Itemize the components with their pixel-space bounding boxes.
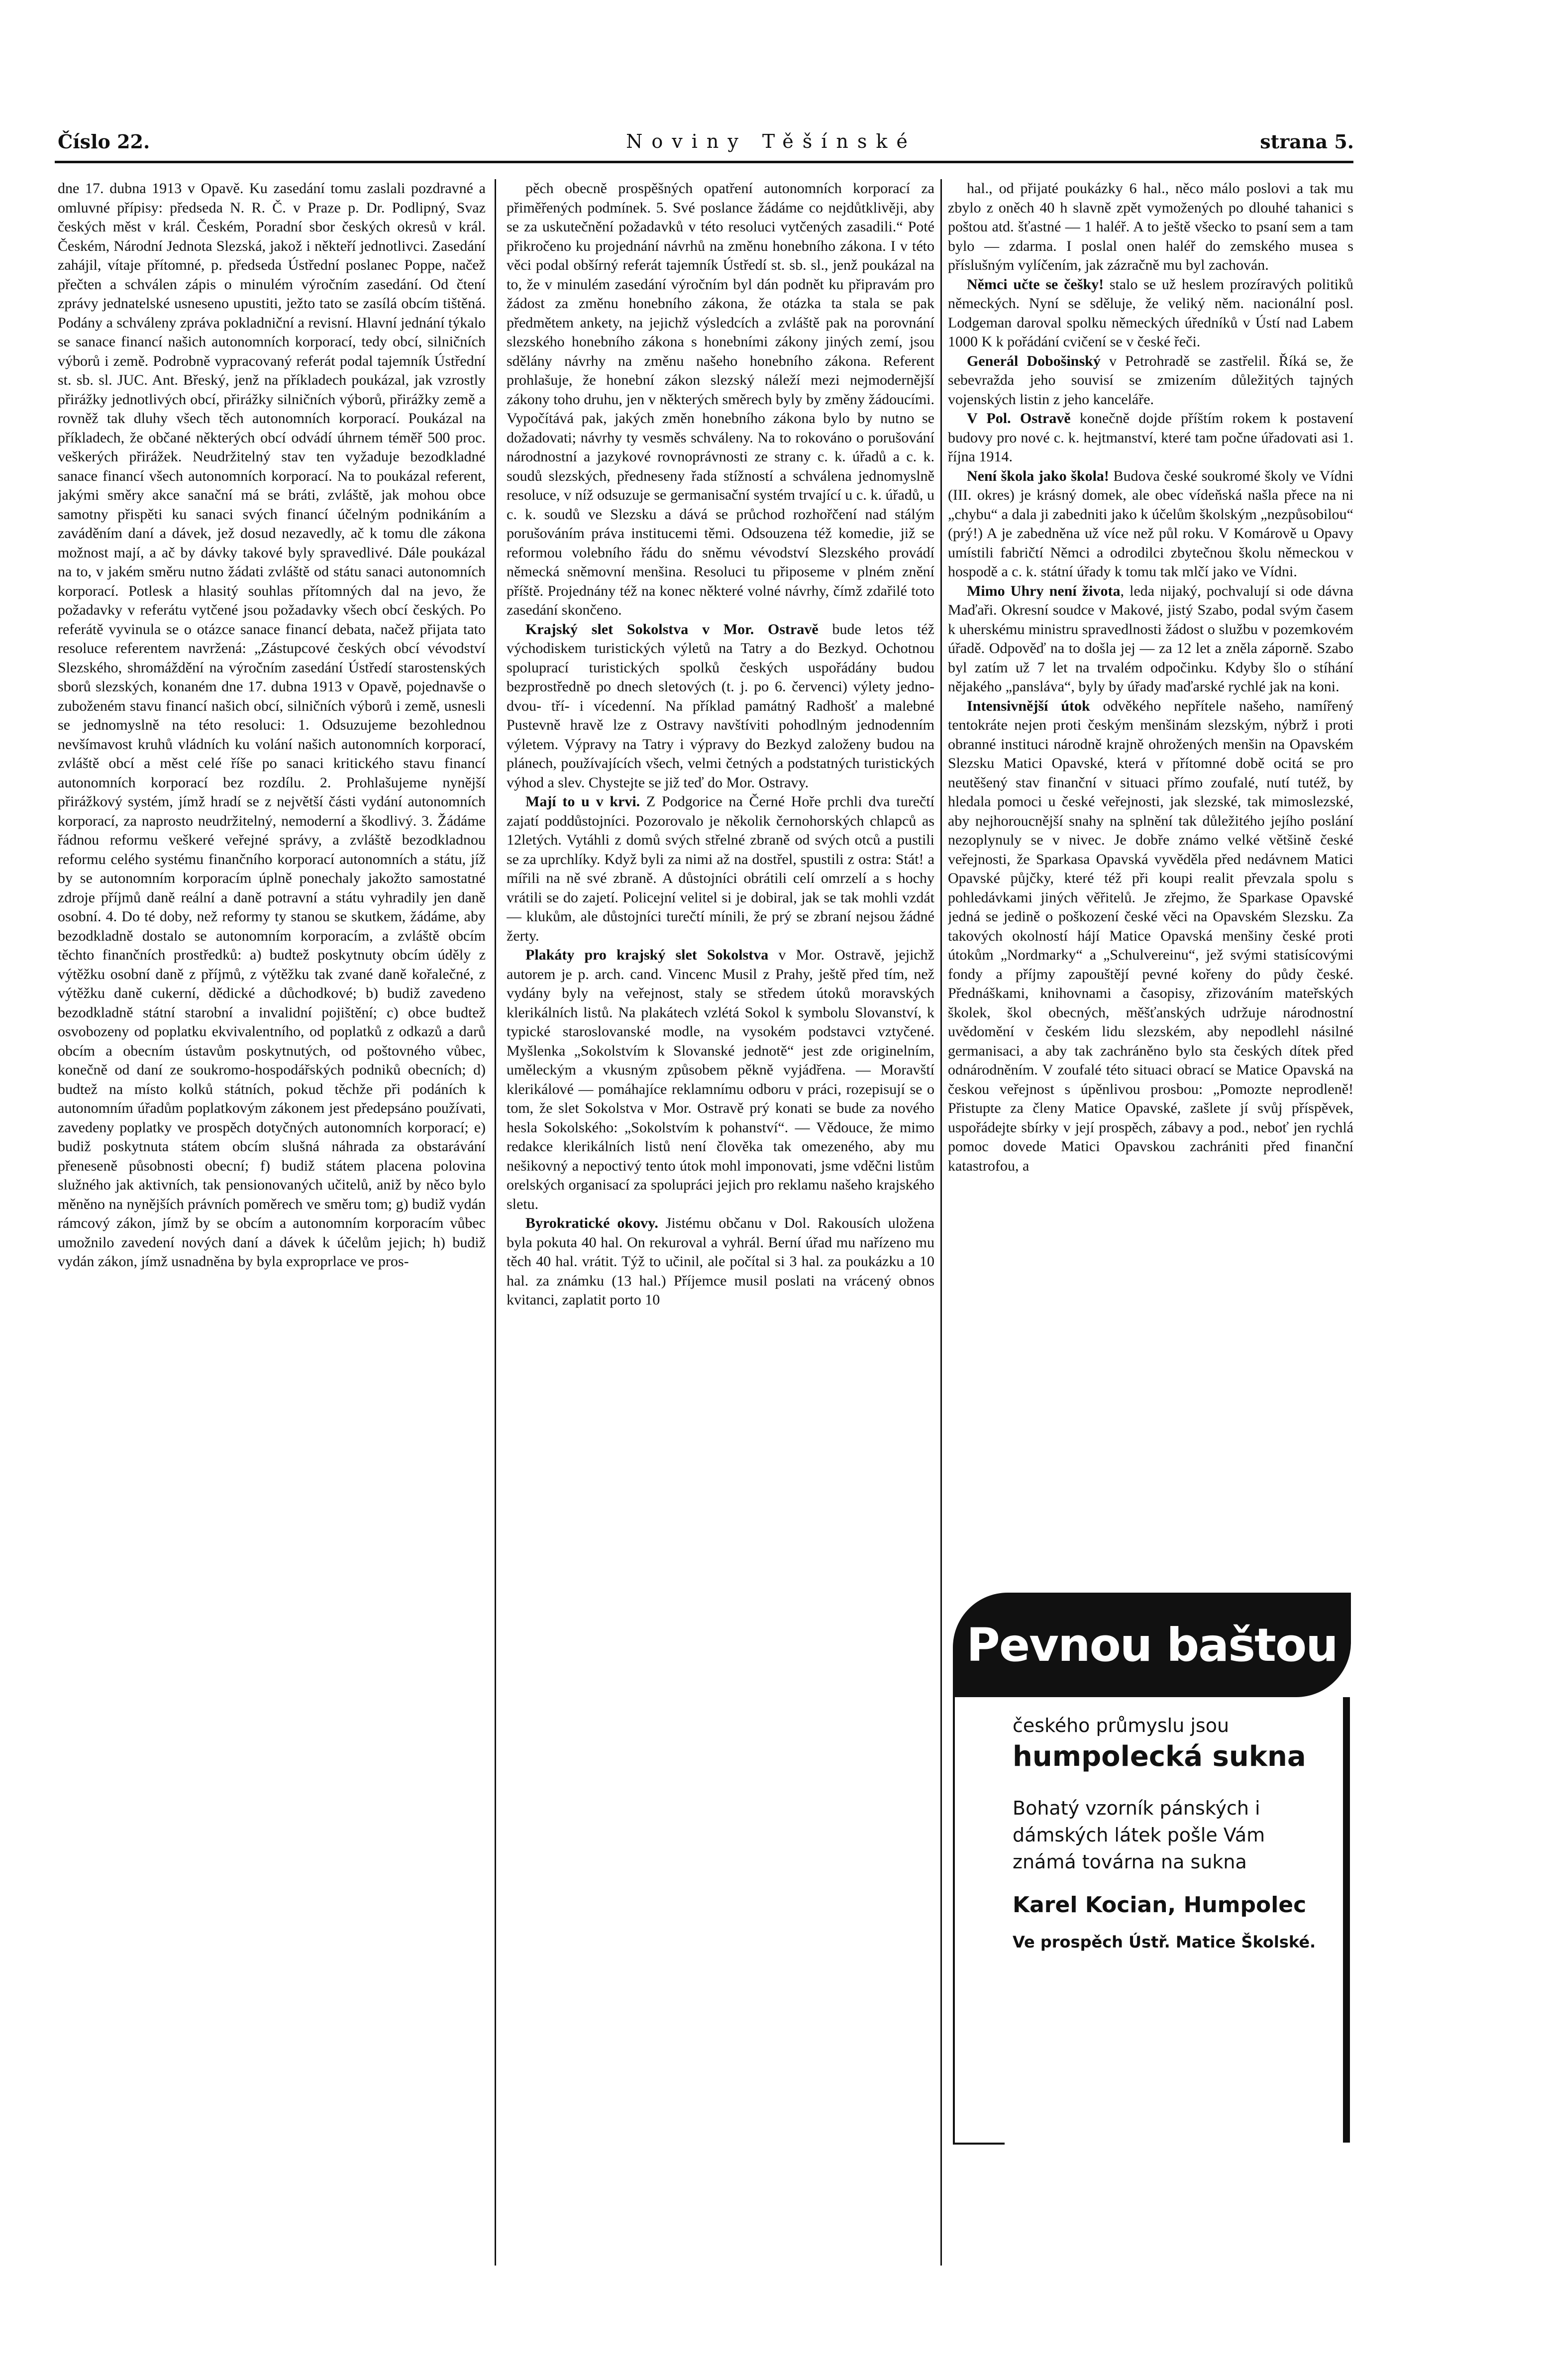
ad-line-4: dámských látek pošle Vám (1013, 1824, 1265, 1846)
article-paragraph: V Pol. Ostravě konečně dojde příštím rokem k postavení budovy pro nové c. k. hejtmanství, které tam počne úřadovati asi 1. října 1914. (948, 410, 1353, 465)
article-paragraph: Němci učte se češky! stalo se už heslem prozíravých politiků německých. Nyní se sděluje, že veliký něm. nacionální posl. Lodgeman daroval spolku německých úředníků v Ústí nad Labem 1000 K k pořádání cvičení se v české řeči. (948, 276, 1353, 350)
issue-number: Číslo 22. (58, 130, 150, 153)
column-1 (58, 179, 486, 2266)
ad-line-2: humpolecká sukna (1013, 1740, 1306, 1773)
article-paragraph: Mají to u v krvi. Z Podgorice na Černé Hoře prchli dva turečtí zajatí poddůstojníci. Pozorovalo je několik černohorských chlapců as 12letých. Vytáhli z domů svých střelné zbraně od svých otců a pustili se za uprchlíky. Když byli za nimi až na dostřel, spustili z ostra: Stát! a mířili na ně své zbraně. A důstojníci obrátili celí omrzelí a s hochy vrátili se do zajetí. Policejní velitel si je dobiral, jak se tak mohli vzdát — klukům, ale důstojníci turečtí mínili, že prý se zbraní nejsou žádné žerty. (507, 793, 934, 944)
article-paragraph: pěch obecně prospěšných opatření autonomních korporací za přiměřených podmínek. 5. Své poslance žádáme co nejdůtklivěji, aby se za uskutečnění požadavků v této resoluci vytčených zasadili.“ Poté přikročeno ku projednání návrhů na změnu honebního zákona. I v této věci podal obšírný referát tajemník Ústředí st. sb. sl., jenž poukázal na to, že v minulém zasedání výročním byl dán podnět ku připravám pro žádost za změnu honebního zákona, že otázka ta stala se pak předmětem ankety, na jejichž výsledcích a zvláště pak na porovnání slezského honebního zákona s honebními zákony jiných zemí, jsou sdělány návrhy na změnu našeho honebního zákona. Referent prohlašuje, že honební zákon slezský náleží mezi nejmodernější zákony toho druhu, jen v některých směrech byly by změny žádoucími. Vypočítává pak, jakých změn honebního zákona bylo by nutno se dožadovati; návrhy ty vesměs schváleny. Na to rokováno o porušování národnostní a jazykové rovnoprávnosti ze strany c. k. úřadů a c. k. soudů slezských, předneseny řada stížností a schválena jednomyslně resoluce, v níž odsuzuje se germanisační systém trvající u c. k. úřadů, u c. k. soudů ve Slezsku a dává se průchod rozhořčení nad stálým porušováním práva institucemi těmi. Odsouzena též komedie, již se reformou volebního řádu do sněmu vévodství Slezského provádí německá sněmovní menšina. Resoluci tu připoseme v plném znění příště. Projednány též na konec některé volné návrhy, čímž zdařilé toto zasedání skončeno. (507, 180, 934, 618)
ad-line-7: Ve prospěch Ústř. Matice Školské. (1013, 1933, 1316, 1951)
column-3 (948, 179, 1353, 1633)
advertisement-box (953, 1593, 1351, 2143)
ad-line-6: Karel Kocian, Humpolec (1013, 1892, 1307, 1918)
column-2 (507, 179, 934, 2266)
article-paragraph: Plakáty pro krajský slet Sokolstva v Mor. Ostravě, jejichž autorem je p. arch. cand. Vincenc Musil z Prahy, ještě před tím, než vydány byly na veřejnost, staly se středem útoků moravských klerikálních listů. Na plakátech vzlétá Sokol k symbolu Slovanství, k typické staroslovanské modle, na vysokém podstavci vztyčené. Myšlenka „Sokolstvím k Slovanské jednotě“ jest zde originelním, uměleckým a vkusným způsobem pěkně vyjádřena. — Moravští klerikálové — pomáhajíce reklamnímu odboru v práci, rozepisují se o tom, že slet Sokolstva v Mor. Ostravě prý konati se bude za nového hesla Sokolského: „Sokolstvím k pohanství“. — Vědouce, že mimo redakce klerikálních listů není člověka tak omezeného, aby mu nešikovný a nepoctivý tento útok mohl imponovati, jsme vděčni listům orelských organisací za spolupráci jejich pro reklamu našeho krajského sletu. (507, 947, 934, 1212)
article-paragraph: Není škola jako škola! Budova české soukromé školy ve Vídni (III. okres) je krásný domek, ale obec vídeňská našla přece na ni „chybu“ a dala ji zabedniti jako k účelům školským „nezpůsobilou“ (prý!) A je zabedněna už více než půl roku. V Komárově u Opavy umístili fabričtí Němci a odrodilci zbytečnou školu německou v hospodě a c. k. státní úřady k tomu tak mlčí jako ve Vídni. (948, 467, 1353, 580)
article-paragraph: hal., od přijaté poukázky 6 hal., něco málo poslovi a tak mu zbylo z oněch 40 h slavně zpět vymožených po dlouhé tahanici s poštou atd. šťastné — 1 haléř. A to ještě všecko to psaní sem a tam bylo — zdarma. I poslal onen haléř do zemského musea s příslušným vylíčením, jak zázračně mu byl zachován. (948, 180, 1353, 273)
column-divider-2 (940, 179, 942, 2266)
ad-line-1: českého průmyslu jsou (1013, 1715, 1230, 1736)
article-paragraph: dne 17. dubna 1913 v Opavě. Ku zasedání tomu zaslali pozdravné a omluvné přípisy: předseda N. R. Č. v Praze p. Dr. Podlipný, Svaz českých měst v král. Českém, Poradní sbor českých okresů v král. Českém, Národní Jednota Slezská, jakož i někteří jednotlivci. Zasedání zahájil, vítaje přítomné, p. předseda Ústřední poslanec Poppe, načež přečten a schválen zápis o minulém výročním zasedání. Od čtení zprávy jednatelské usneseno upustiti, ježto tato se zasílá obcím tištěná. Podány a schváleny zpráva pokladniční a revisní. Hlavní jednání týkalo se sanace financí našich autonomních korporací, tedy obcí, silničních výborů i země. Podrobně vypracovaný referát podal tajemník Ústřední st. sb. sl. JUC. Ant. Břeský, jenž na příkladech poukázal, jak vzrostly přirážky jednotlivých obcí, přirážky silničních výborů, přirážky země a rovněž tak dluhy všech těch autonomních korporací. Poukázal na příkladech, že občané některých obcí odvádí úhrnem téměř 500 proc. veškerých přirážek. Neudržitelný stav ten vyžaduje bezodkladné sanace financí všech autonomních korporací. Na to poukázal referent, jakými směry akce sanační má se bráti, zvláště, jak mohou obce samotny přispěti ku sanaci svých financí účelným podnikáním a zaváděním daní a dávek, jež dosud nezavedly, ač k tomu dle zákona možnost mají, a ač by dávky takové byly spravedlivé. Dále poukázal na to, v jakém směru nutno žádati zvláště od státu sanaci autonomních korporací. Potlesk a hlasitý souhlas přítomných dal na jevo, že požadavky v referátu vytčené jsou požadavky všech obcí českých. Po referátě vyvinula se o otázce sanace financí debata, načež přijata tato resoluce referentem navržená: „Zástupcové českých obcí vévodství Slezského, shromáždění na výročním zasedání Ústředí starostenských sborů slezských, konaném dne 17. dubna 1913 v Opavě, pojednavše o zuboženém stavu financí našich obcí, silničních výborů i země, usnesli se jednomyslně na této resoluci: 1. Odsuzujeme bezohlednou nevšímavost kruhů vládních ku volání našich autonomních korporací, zvláště obcí a měst celé říše po sanaci kritického stavu financí autonomních korporací bez rozdílu. 2. Prohlašujeme nynější přirážkový systém, jímž hradí se z největší části vydání autonomních korporací, za naprosto neudržitelný, nemoderní a škodlivý. 3. Žádáme řádnou reformu veškeré veřejné správy, a zvláště bezodkladnou reformu celého systému finančního korporací autonomních a státu, jíž by se autonomním korporacím úplně ponechaly jakožto samostatné zdroje příjmů daně reální a daně potravní a státu vyhradily jen daně osobní. 4. Do té doby, než reformy ty stanou se skutkem, žádáme, aby bezodkladně dostalo se autonomním korporacím, a zvláště obcím těchto finančních prostředků: a) budtež poskytnuty obcím úděly z výtěžku osobní daně z příjmů, z výtěžku tak zvané daně kořalečné, z výtěžku daně cukerní, dědické a důchodkové; b) budiž zavedeno bezodkladně státní starobní a invalidní pojištění; c) obce budtež osvobozeny od poplatku ekvivalentního, od poplatků z odkazů a darů obcím a obecním ústavům poskytnutých, od poštovného vůbec, konečně od daní ze soukromo-hospodářských podniků obecních; d) budtež na místo kolků státních, pokud těchže při podáních k autonomním úřadům poplatkovým zákonem jest předepsáno používati, zavedeny poplatky ve prospěch dotyčných autonomních korporací; e) budiž poskytnuta státem obcím slušná náhrada za obstarávání přeneseně působnosti obecní; f) budiž státem placena polovina služného jak aktivních, tak pensionovaných učitelů, aniž by něco bylo měněno na nynějších právních poměrech ve směru tom; g) budiž vydán rámcový zákon, jímž by se obcím a autonomním korporacím vůbec umožnilo zavedení nových daní a dávek k účelům jejich; h) budiž vydán zákon, jímž usnadněna by byla exproprlace ve pros- (58, 180, 486, 1270)
article-paragraph: Intensivnější útok odvěkého nepřítele našeho, namířený tentokráte nejen proti českým menšinám slezským, nýbrž i proti obranné instituci národně krajně ohrožených menšin na Opavském Slezsku Matici Opavské, která v přítomné době ocitá se pro neutěšený stav finanční v situaci přímo zoufalé, nutí tutéž, by hledala pomoci u české veřejnosti, jak slezské, tak mimoslezské, aby nejhoroucnější snahy na splnění tak důležitého jejího poslání nezoplynuly se v nivec. Je dobře známo velké většině české veřejnosti, že Sparkasa Opavská vyvěděla před nedávnem Matici Opavské půjčky, které též při koupi realit převzala spolu s pohledávkami jiných věřitelů. Je zřejmo, že Sparkase Opavské jedná se jedině o poškození české věci na Opavském Slezsku. Za takových okolností hájí Matice Opavská menšiny české proti útokům „Nordmarky“ a „Schulvereinu“, jež svými statisícovými fondy a příjmy zapouštějí pevné kořeny do půdy české. Přednáškami, knihovnami a časopisy, zřizováním mateřských školek, škol obecných, měšťanských udržuje národnostní uvědomění v českém lidu slezském, aby nepodlehl násilné germanisaci, a aby tak zachráněno bylo sta českých dítek před odnárodněním. V zoufalé této situaci obrací se Matice Opavská na českou veřejnost s úpěnlivou prosbou: „Pomozte neprodleně! Přistupte za členy Matice Opavské, zašlete jí svůj příspěvek, uspořádejte sbírky v její prospěch, zábavy a pod., neboť jen rychlá pomoc dovede Matici Opavskou zachrániti před finanční katastrofou, a (948, 697, 1353, 1174)
article-paragraph: Krajský slet Sokolstva v Mor. Ostravě bude letos též východiskem turistických výletů na Tatry a do Bezkyd. Ochotnou spoluprací turistických spolků českých uspořádány budou bezprostředně po dnech sletových (t. j. po 6. červenci) výlety jedno- dvou- tří- i vícedenní. Na příklad památný Radhošť a malebné Pustevně hravě lze z Ostravy navštíviti pohodlným jednodenním výletem. Výpravy na Tatry i výpravy do Bezkyd založeny budou na plánech, používajících všech, velmi četných a podstatných turistických výhod a slev. Chystejte se již teď do Mor. Ostravy. (507, 621, 934, 791)
article-paragraph: Mimo Uhry není života, leda nijaký, pochvalují si ode dávna Maďaři. Okresní soudce v Makové, jistý Szabo, podal svým časem k uherskému ministru spravedlnosti žádost o službu v pozemkovém úřadě. Odpověď na to došla jej — za 12 let a zněla záporně. Szabo byl zatím už 7 let na trvalém odpočinku. Kdyby šlo o stíhání nějakého „panslávа“, byly by úřady maďarské rychlé jak na koni. (948, 582, 1353, 695)
ad-frame (953, 1697, 1005, 2145)
header-rule (55, 161, 1353, 163)
article-paragraph: Byrokratické okovy. Jistému občanu v Dol. Rakousích uložena byla pokuta 40 hal. On rekuroval a vyhrál. Berní úřad mu nařízeno mu těch 40 hal. vrátit. Týž to učinil, ale počítal si 3 hal. za poukázku a 10 hal. za známku (13 hal.) Příjemce musil poslati na vrácený obnos kvitanci, zaplatit porto 10 (507, 1215, 934, 1308)
article-paragraph: Generál Dobošinský v Petrohradě se zastřelil. Říká se, že sebevražda jeho souvisí se zmizením důležitých tajných vojenských listin z jeho kanceláře. (948, 352, 1353, 408)
ad-line-5: známá továrna na sukna (1013, 1851, 1247, 1873)
newspaper-title: Noviny Těšínské (626, 130, 917, 152)
page-number: strana 5. (1260, 130, 1354, 153)
ad-banner: Pevnou baštou (953, 1593, 1351, 1697)
column-divider-1 (495, 179, 496, 2266)
ad-line-3: Bohatý vzorník pánských i (1013, 1797, 1260, 1819)
ad-body (1013, 1702, 1351, 2143)
